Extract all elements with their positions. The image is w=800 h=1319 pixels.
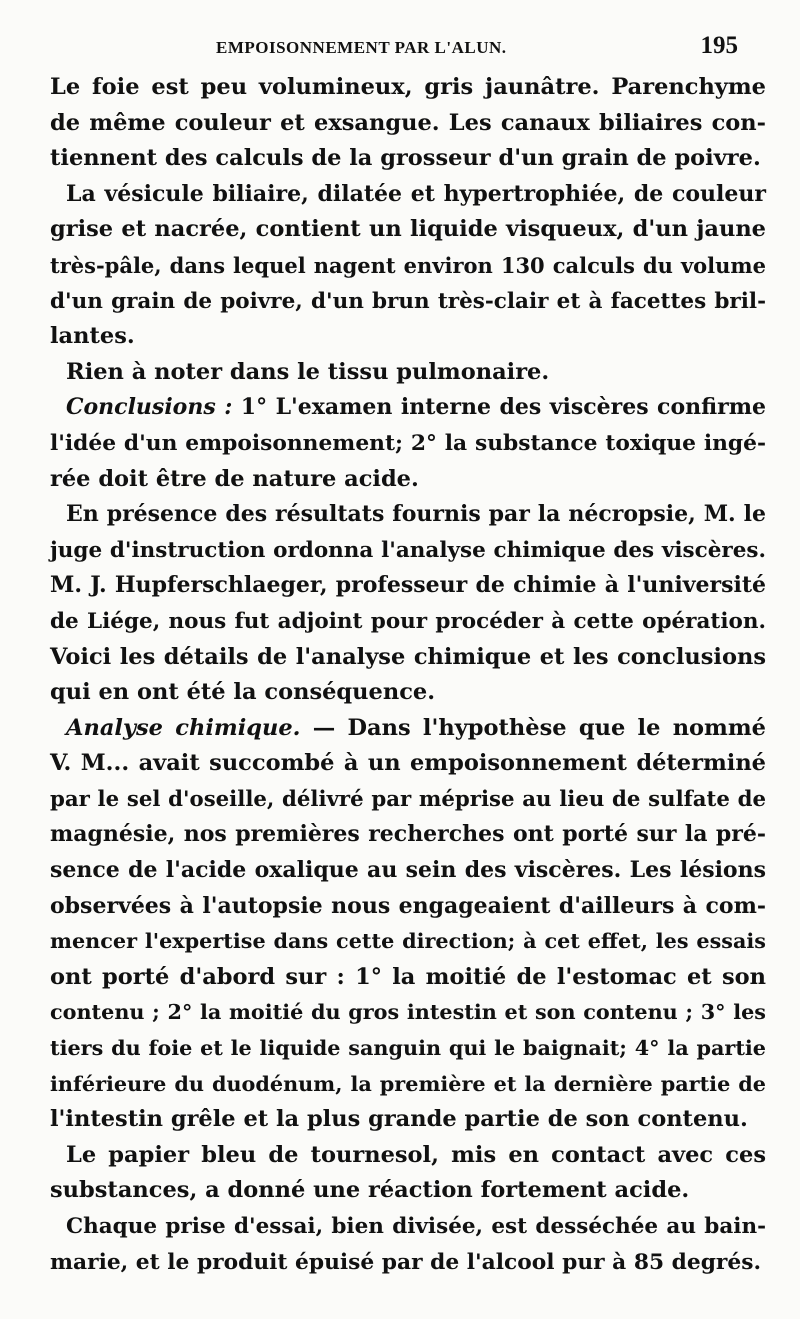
text-line: mencer l'expertise dans cette direction; à cet effet, les essais — [50, 929, 766, 954]
text-line: Conclusions : 1° L'examen interne des viscères confirme — [66, 394, 766, 421]
text-line: juge d'instruction ordonna l'analyse chimique des viscères. — [50, 537, 766, 563]
text-line: très-pâle, dans lequel nagent environ 130 calculs du volume — [50, 252, 766, 278]
text-line: l'intestin grêle et la plus grande partie de son contenu. — [50, 1106, 748, 1133]
body-text — [50, 70, 766, 1280]
text-line: En présence des résultats fournis par la nécropsie, M. le — [66, 501, 766, 528]
text-line: Le papier bleu de tournesol, mis en contact avec ces — [66, 1141, 766, 1168]
text-line: tiers du foie et le liquide sanguin qui le baignait; 4° la partie — [50, 1036, 766, 1061]
text-line: M. J. Hupferschlaeger, professeur de chimie à l'université — [50, 572, 766, 599]
text-line: de Liége, nous fut adjoint pour procéder à cette opération. — [50, 608, 766, 634]
text-line: de même couleur et exsangue. Les canaux biliaires con- — [50, 109, 766, 136]
page-header — [200, 32, 746, 66]
text-line: Voici les détails de l'analyse chimique et les conclusions — [50, 643, 766, 670]
section-label: Analyse chimique. — [66, 714, 301, 741]
text-line: l'idée d'un empoisonnement; 2° la substance toxique ingé- — [50, 430, 766, 456]
text-line: magnésie, nos premières recherches ont porté sur la pré- — [50, 821, 766, 848]
text-line: ont porté d'abord sur : 1° la moitié de l'estomac et son — [50, 963, 766, 990]
text-line: contenu ; 2° la moitié du gros intestin et son contenu ; 3° les — [50, 1000, 766, 1025]
text-line: lantes. — [50, 323, 135, 350]
text-line: observées à l'autopsie nous engageaient d'ailleurs à com- — [50, 892, 766, 919]
text-line: Chaque prise d'essai, bien divisée, est desséchée au bain- — [66, 1214, 766, 1239]
text-line: sence de l'acide oxalique au sein des viscères. Les lésions — [50, 857, 766, 884]
text-line: V. M... avait succombé à un empoisonnement déterminé — [50, 750, 766, 777]
text-line: Le foie est peu volumineux, gris jaunâtre. Parenchyme — [50, 74, 766, 100]
section-label: Conclusions : — [66, 394, 233, 421]
text-line: qui en ont été la conséquence. — [50, 679, 436, 706]
text-line: tiennent des calculs de la grosseur d'un grain de poivre. — [50, 145, 761, 172]
text-line: inférieure du duodénum, la première et la dernière partie de — [50, 1071, 766, 1096]
text-line: substances, a donné une réaction fortement acide. — [50, 1177, 690, 1204]
text-line: par le sel d'oseille, délivré par méprise au lieu de sulfate de — [50, 786, 766, 812]
text-line: La vésicule biliaire, dilatée et hypertrophiée, de couleur — [66, 180, 766, 207]
text-line: rée doit être de nature acide. — [50, 465, 419, 492]
text-line: grise et nacrée, contient un liquide visqueux, d'un jaune — [50, 216, 766, 243]
page-number: 195 — [700, 32, 738, 59]
text-line: marie, et le produit épuisé par de l'alcool pur à 85 degrés. — [50, 1249, 762, 1275]
text-line: Rien à noter dans le tissu pulmonaire. — [66, 358, 550, 385]
running-head: EMPOISONNEMENT PAR L'ALUN. — [216, 38, 507, 57]
text-line: Analyse chimique. — Dans l'hypothèse que le nommé — [66, 714, 766, 741]
text-line: d'un grain de poivre, d'un brun très-clair et à facettes bril- — [50, 288, 766, 314]
